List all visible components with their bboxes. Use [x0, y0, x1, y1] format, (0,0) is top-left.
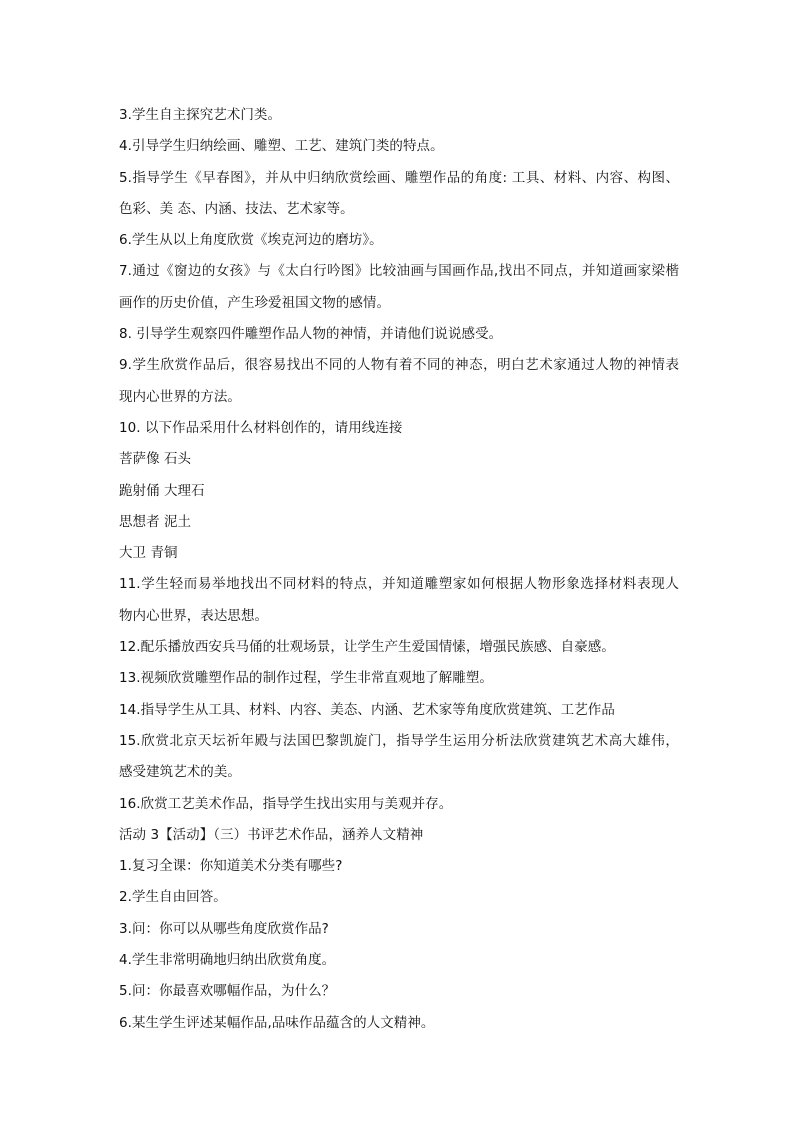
text-line: 4.学生非常明确地归纳出欣赏角度。: [119, 952, 336, 969]
text-line: 6.某生学生评述某幅作品,品味作品蕴含的人文精神。: [119, 1014, 435, 1031]
text-line: 菩萨像 石头: [119, 451, 192, 468]
text-line: 16.欣赏工艺美术作品，指导学生找出实用与美观并存。: [119, 795, 453, 812]
text-line: 1.复习全课：你知道美术分类有哪些?: [119, 858, 343, 875]
text-line: 感受建筑艺术的美。: [119, 764, 241, 781]
text-line: 7.通过《窗边的女孩》与《太白行吟图》比较油画与国画作品,找出不同点，并知道画家梁楷: [119, 263, 679, 280]
text-line: 3.学生自主探究艺术门类。: [119, 107, 282, 123]
text-line: 14.指导学生从工具、材料、内容、美态、内涵、艺术家等角度欣赏建筑、工艺作品: [119, 701, 615, 718]
text-line: 9.学生欣赏作品后，很容易找出不同的人物有着不同的神态，明白艺术家通过人物的神情表: [119, 357, 679, 374]
text-line: 5.指导学生《早春图》，并从中归纳欣赏绘画、雕塑作品的角度: 工具、材料、内容、构图、: [119, 169, 679, 186]
section-heading: 活动 3【活动】（三）书评艺术作品，涵养人文精神: [119, 826, 424, 843]
text-line: 2.学生自由回答。: [119, 889, 227, 906]
document-body: [119, 100, 679, 1039]
text-line: 10. 以下作品采用什么材料创作的，请用线连接: [119, 419, 403, 436]
text-line: 物内心世界，表达思想。: [119, 607, 269, 624]
text-line: 5.问：你最喜欢哪幅作品，为什么？: [119, 983, 336, 1000]
text-line: 色彩、美 态、内涵、技法、艺术家等。: [119, 200, 354, 217]
text-line: 跪射俑 大理石: [119, 482, 205, 499]
text-line: 8. 引导学生观察四件雕塑作品人物的神情，并请他们说说感受。: [119, 326, 503, 343]
text-line: 4.引导学生归纳绘画、雕塑、工艺、建筑门类的特点。: [119, 138, 444, 155]
text-line: 15.欣赏北京天坛祈年殿与法国巴黎凯旋门，指导学生运用分析法欣赏建筑艺术高大雄伟，: [119, 732, 679, 749]
text-line: 12.配乐播放西安兵马俑的壮观场景，让学生产生爱国情愫，增强民族感、自豪感。: [119, 639, 615, 656]
text-line: 13.视频欣赏雕塑作品的制作过程，学生非常直观地了解雕塑。: [119, 670, 493, 687]
text-line: 3.问：你可以从哪些角度欣赏作品?: [119, 920, 329, 937]
text-line: 思想者 泥土: [119, 513, 192, 530]
text-line: 现内心世界的方法。: [119, 388, 241, 405]
text-line: 画作的历史价值，产生珍爱祖国文物的感情。: [119, 294, 390, 311]
text-line: 11.学生轻而易举地找出不同材料的特点，并知道雕塑家如何根据人物形象选择材料表现人: [119, 576, 679, 593]
text-line: 6.学生从以上角度欣赏《埃克河边的磨坊》。: [119, 232, 383, 249]
text-line: 大卫 青铜: [119, 545, 178, 562]
